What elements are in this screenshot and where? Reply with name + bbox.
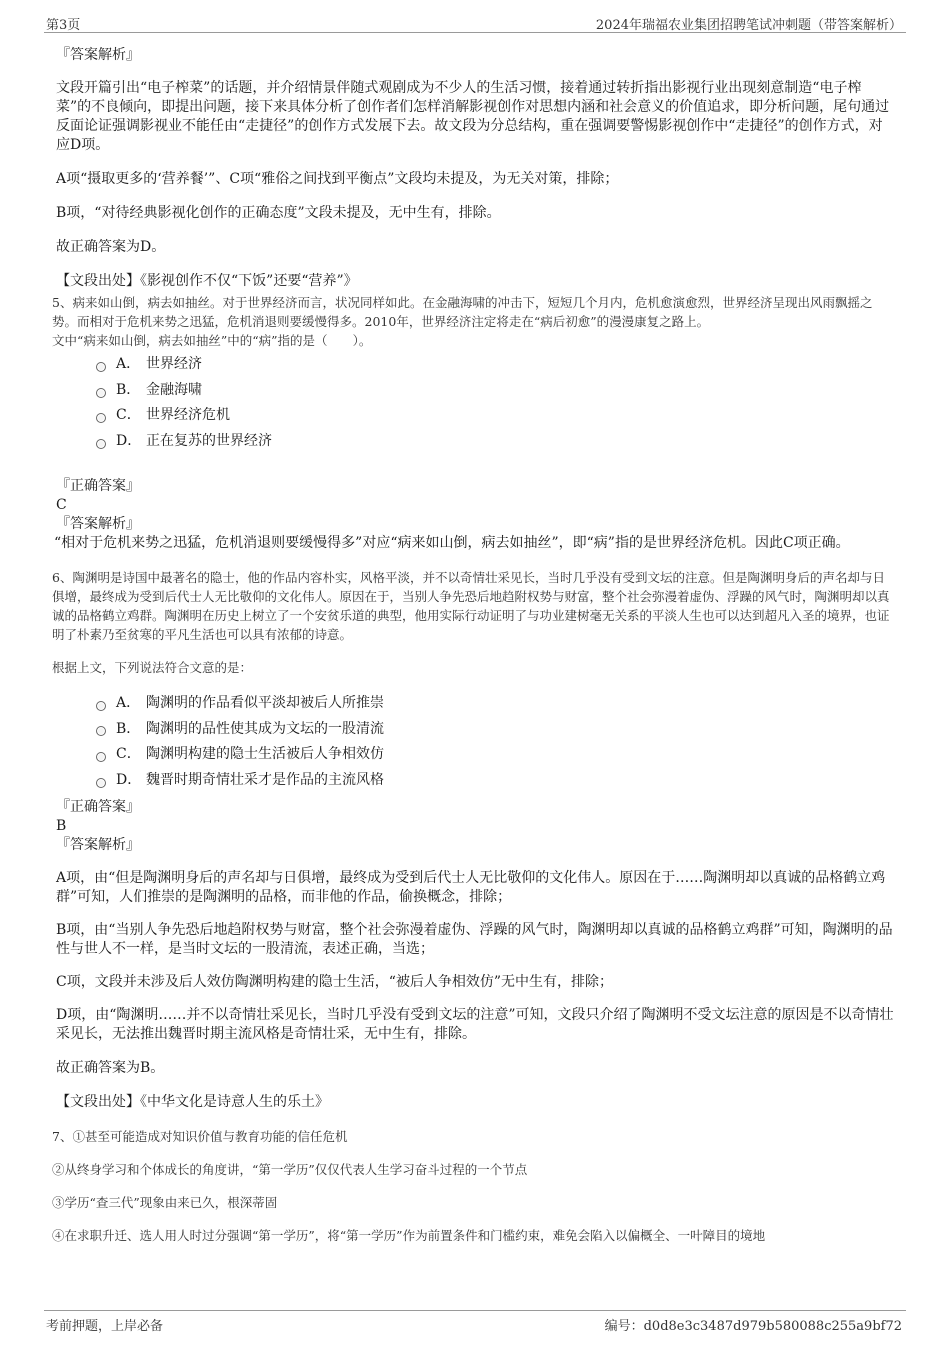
analysis-label: 『答案解析』 <box>56 836 140 853</box>
radio-icon[interactable] <box>96 752 106 762</box>
option-a[interactable]: A． 陶渊明的作品看似平淡却被后人所推崇 <box>96 691 894 717</box>
analysis-paragraph: C项，文段并未涉及后人效仿陶渊明构建的隐士生活，“被后人争相效仿”无中生有，排除； <box>56 973 614 990</box>
option-a[interactable]: A． 世界经济 <box>96 352 894 378</box>
option-d[interactable]: D． 正在复苏的世界经济 <box>96 429 894 455</box>
radio-icon[interactable] <box>96 778 106 788</box>
option-list <box>56 352 894 455</box>
question-sentence: ④在求职升迁、选人用人时过分强调“第一学历”，将“第一学历”作为前置条件和门槛约束，难免会陷入以偏概全、一叶障目的境地 <box>52 1227 766 1243</box>
analysis-paragraph: B项，由“当别人争先恐后地趋附权势与财富，整个社会弥漫着虚伪、浮躁的风气时，陶渊明却以真诚的品格鹤立鸡群”可知，陶渊明的品性与世人不一样，是当时文坛的一股清流，表述正确，当选； <box>56 921 893 957</box>
option-list <box>56 691 894 794</box>
page-footer <box>44 1310 906 1333</box>
question-prompt: 根据上文，下列说法符合文意的是： <box>52 659 253 675</box>
document-title: 2024年瑞福农业集团招聘笔试冲刺题（带答案解析） <box>595 18 902 33</box>
question-stem: 5、病来如山倒，病去如抽丝。对于世界经济而言，状况同样如此。在金融海啸的冲击下，短短几个月内，危机愈演愈烈，世界经济呈现出风雨飘摇之势。而相对于危机来势之迅猛，危机消退则要缓慢得多。2010年，世界经济注定将走在“病后初愈”的漫漫康复之路上。 <box>52 295 873 329</box>
option-c[interactable]: C． 世界经济危机 <box>96 403 894 429</box>
analysis-paragraph: A项，由“但是陶渊明身后的声名却与日俱增，最终成为受到后代士人无比敬仰的文化伟人。原因在于……陶渊明却以真诚的品格鹤立鸡群”可知，人们推崇的是陶渊明的品格，而非他的作品，偷换概念，排除； <box>56 869 886 905</box>
analysis-paragraph: 文段开篇引出“电子榨菜”的话题，并介绍情景伴随式观剧成为不少人的生活习惯，接着通过转折指出影视行业出现刻意制造“电子榨菜”的不良倾向，即提出问题，接下来具体分析了创作者们怎样消解影视创作对思想内涵和社会意义的价值追求，即分析问题，尾句通过反面论证强调影视业不能任由“走捷径”的创作方式发展下去。故文段为分总结构，重在强调要警惕影视创作中“走捷径”的创作方式，对应D项。 <box>56 80 890 153</box>
answer-conclusion: 故正确答案为D。 <box>56 239 166 255</box>
correct-answer: B <box>56 817 67 834</box>
option-d[interactable]: D． 魏晋时期奇情壮采才是作品的主流风格 <box>96 768 894 794</box>
radio-icon[interactable] <box>96 726 106 736</box>
correct-answer-label: 『正确答案』 <box>56 477 140 494</box>
analysis-paragraph: B项，“对待经典影视化创作的正确态度”文段未提及，无中生有，排除。 <box>56 205 501 221</box>
page-number: 第3页 <box>46 18 81 33</box>
source-citation: 【文段出处】《中华文化是诗意人生的乐土》 <box>56 1093 329 1110</box>
document-id: 编号：d0d8e3c3487d979b580088c255a9bf72 <box>604 1319 902 1334</box>
question-prompt: 文中“病来如山倒，病去如抽丝”中的“病”指的是（ ）。 <box>52 333 372 348</box>
question-sentence: ②从终身学习和个体成长的角度讲，“第一学历”仅仅代表人生学习奋斗过程的一个节点 <box>52 1161 528 1177</box>
question-5 <box>52 293 894 350</box>
radio-icon[interactable] <box>96 439 106 449</box>
radio-icon[interactable] <box>96 388 106 398</box>
answer-conclusion: 故正确答案为B。 <box>56 1059 165 1076</box>
question-7 <box>52 1127 894 1245</box>
analysis-label: 『答案解析』 <box>56 515 140 532</box>
question-stem: 6、陶渊明是诗国中最著名的隐士，他的作品内容朴实，风格平淡，并不以奇情壮采见长，当时几乎没有受到文坛的注意。但是陶渊明身后的声名却与日俱增，最终成为受到后代士人无比敬仰的文化伟人。原因在于，当别人争先恐后地趋附权势与财富，整个社会弥漫着虚伪、浮躁的风气时，陶渊明却以真诚的品格鹤立鸡群。陶渊明在历史上树立了一个安贫乐道的典型，他用实际行动证明了与功业建树毫无关系的平淡人生也可以达到超凡入圣的境界，也证明了朴素乃至贫寒的平凡生活也可以具有浓郁的诗意。 <box>52 569 890 642</box>
page-header <box>44 12 906 33</box>
radio-icon[interactable] <box>96 701 106 711</box>
analysis-paragraph: A项“摄取更多的‘营养餐’”、C项“雅俗之间找到平衡点”文段均未提及，为无关对策，排除； <box>56 171 619 187</box>
radio-icon[interactable] <box>96 362 106 372</box>
option-b[interactable]: B． 陶渊明的品性使其成为文坛的一股清流 <box>96 717 894 743</box>
analysis-label: 『答案解析』 <box>56 47 140 63</box>
footer-slogan: 考前押题，上岸必备 <box>46 1319 164 1334</box>
analysis-paragraph: D项，由“陶渊明……并不以奇情壮采见长，当时几乎没有受到文坛的注意”可知，文段只介绍了陶渊明不受文坛注意的原因是不以奇情壮采见长，无法推出魏晋时期主流风格是奇情壮采，无中生有，排除。 <box>56 1006 894 1042</box>
page-content <box>52 46 894 1245</box>
radio-icon[interactable] <box>96 413 106 423</box>
option-b[interactable]: B． 金融海啸 <box>96 378 894 404</box>
analysis-paragraph: “相对于危机来势之迅猛，危机消退则要缓慢得多”对应“病来如山倒，病去如抽丝”，即“病”指的是世界经济危机。因此C项正确。 <box>54 534 850 551</box>
source-citation: 【文段出处】《影视创作不仅“下饭”还要“营养”》 <box>56 273 358 289</box>
question-6 <box>52 568 894 677</box>
correct-answer-label: 『正确答案』 <box>56 798 140 815</box>
question-sentence: ③学历“查三代”现象由来已久，根深蒂固 <box>52 1194 278 1210</box>
question-sentence: 7、①甚至可能造成对知识价值与教育功能的信任危机 <box>52 1128 348 1144</box>
option-c[interactable]: C． 陶渊明构建的隐士生活被后人争相效仿 <box>96 742 894 768</box>
correct-answer: C <box>56 496 67 513</box>
